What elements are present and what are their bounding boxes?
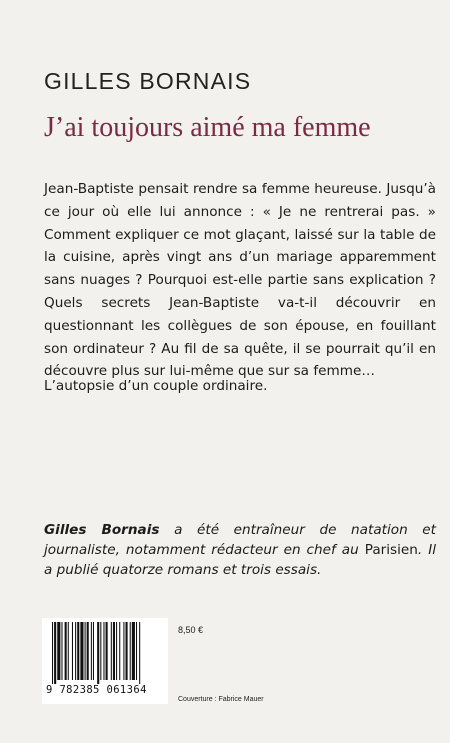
- barcode-bars: [52, 622, 160, 684]
- bio-author-name: Gilles Bornais: [44, 522, 160, 538]
- barcode-bar: [111, 622, 112, 680]
- barcode-bar: [97, 622, 99, 684]
- barcode-bar: [75, 622, 76, 680]
- barcode-bar: [132, 622, 135, 680]
- bio-newspaper: Parisien: [364, 542, 418, 558]
- author-bio: [44, 520, 436, 580]
- synopsis-text: Jean-Baptiste pensait rendre sa femme heureuse. Jusqu’à ce jour où elle lui annonce : « Je ne rentrerai pas. » Comment expliquer ce mot glaçant, laissé sur la table de la cuisine, après vingt ans d’un mariage apparemment sans nuages ? Pourquoi est-elle partie sans explication ? Quels secrets Jean-Baptiste va-t-il découvrir en questionnant les collègues de son épouse, en fouillant son ordinateur ? Au fil de sa quête, il se pourrait qu’il en découvre plus sur lui-même que sur sa femme…: [44, 181, 436, 380]
- barcode-bar: [130, 622, 131, 680]
- barcode-bar: [54, 622, 56, 684]
- barcode-bar: [77, 622, 79, 680]
- barcode-bar: [119, 622, 120, 680]
- cover-credit: Couverture : Fabrice Mauer: [178, 696, 264, 703]
- book-title: J’ai toujours aimé ma femme: [44, 112, 371, 143]
- barcode-bar: [123, 622, 124, 680]
- barcode-bar: [136, 622, 137, 680]
- barcode-bar: [61, 622, 62, 680]
- barcode-bar: [87, 622, 89, 680]
- barcode-bar: [103, 622, 104, 680]
- barcode-bar: [100, 622, 101, 680]
- barcode-bar: [93, 622, 94, 680]
- bio-text-1: a été entraîneur de natation et journaliste, notamment rédacteur en chef au: [44, 522, 436, 558]
- barcode-bar: [113, 622, 115, 680]
- barcode-bar: [91, 622, 92, 680]
- isbn-number: 9 782385 061364: [46, 684, 147, 696]
- tagline: L’autopsie d’un couple ordinaire.: [44, 378, 268, 394]
- price: 8,50 €: [178, 625, 204, 635]
- barcode: [42, 618, 168, 704]
- barcode-bar: [72, 622, 73, 680]
- barcode-bar: [65, 622, 67, 680]
- barcode-bar: [139, 622, 140, 684]
- synopsis: [44, 178, 436, 383]
- barcode-bar: [80, 622, 83, 680]
- barcode-bar: [52, 622, 53, 684]
- barcode-bar: [85, 622, 86, 680]
- barcode-bar: [116, 622, 117, 680]
- bio-text-2: . Il a publié quatorze romans et trois essais.: [44, 542, 436, 578]
- author-name: GILLES BORNAIS: [44, 68, 252, 94]
- barcode-bar: [68, 622, 69, 680]
- barcode-bar: [57, 622, 60, 680]
- barcode-bar: [126, 622, 128, 680]
- barcode-bar: [106, 622, 108, 680]
